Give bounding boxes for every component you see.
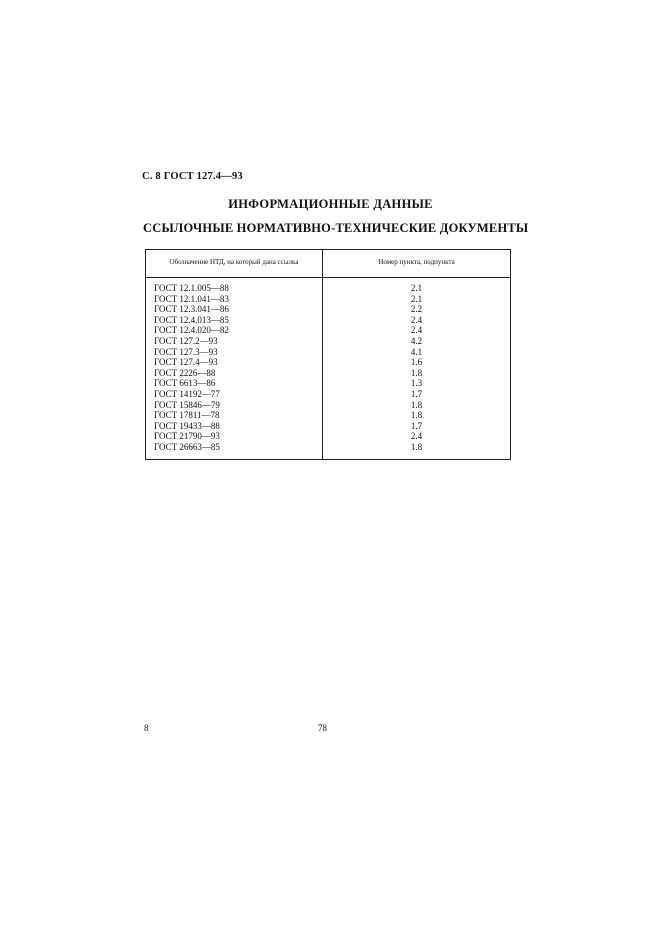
clause-number: 1.6: [410, 357, 423, 368]
table-row: [146, 336, 510, 347]
column-header-document: Обозначение НТД, на который дана ссылка: [169, 258, 299, 266]
column-header-clause: Номер пункта, подпункта: [378, 258, 455, 266]
document-designation: ГОСТ 14192—77: [154, 388, 220, 399]
table-row: [146, 304, 510, 315]
document-designation: ГОСТ 19433—88: [154, 420, 220, 431]
document-designation: ГОСТ 21790—93: [154, 431, 220, 442]
clause-number: 4.2: [410, 335, 423, 346]
clause-number: 1.7: [410, 420, 423, 431]
table-row: [146, 442, 510, 453]
document-designation: ГОСТ 26663—85: [154, 441, 220, 452]
clause-number: 2.4: [410, 325, 423, 336]
clause-number: 1.7: [410, 388, 423, 399]
document-designation: ГОСТ 12.4.020—82: [154, 325, 229, 336]
table-row: [146, 389, 510, 400]
clause-number: 2.4: [410, 431, 423, 442]
table-row: [146, 410, 510, 421]
table-row: [146, 378, 510, 389]
clause-number: 1.8: [410, 410, 423, 421]
table-row: [146, 368, 510, 379]
table-row: [146, 347, 510, 358]
document-designation: ГОСТ 12.1.005—88: [154, 283, 229, 293]
footer-left-number: 8: [144, 723, 149, 733]
document-designation: ГОСТ 6613—86: [154, 378, 216, 389]
table-row: [146, 421, 510, 432]
table-row: [146, 325, 510, 336]
references-table: [145, 249, 511, 460]
table-row: [146, 283, 510, 294]
clause-number: 1.3: [410, 378, 423, 389]
clause-number: 1.8: [410, 441, 423, 452]
document-designation: ГОСТ 127.3—93: [154, 346, 218, 357]
section-subtitle: ССЫЛОЧНЫЕ НОРМАТИВНО-ТЕХНИЧЕСКИЕ ДОКУМЕНТЫ: [143, 221, 529, 235]
clause-number: 2.1: [410, 283, 423, 293]
header-divider: [146, 277, 510, 278]
table-row: [146, 315, 510, 326]
document-designation: ГОСТ 127.2—93: [154, 335, 218, 346]
clause-number: 2.4: [410, 314, 423, 325]
table-row: [146, 431, 510, 442]
clause-number: 1.8: [410, 399, 423, 410]
document-designation: ГОСТ 127.4—93: [154, 357, 218, 368]
document-designation: ГОСТ 12.4.013—85: [154, 314, 229, 325]
document-designation: ГОСТ 12.3.041—86: [154, 304, 229, 315]
table-row: [146, 400, 510, 411]
clause-number: 2.1: [410, 293, 423, 304]
clause-number: 4.1: [410, 346, 423, 357]
document-designation: ГОСТ 12.1.041—83: [154, 293, 229, 304]
page-header: С. 8 ГОСТ 127.4—93: [142, 171, 243, 182]
table-body: [146, 283, 510, 453]
document-designation: ГОСТ 2226—88: [154, 367, 216, 378]
section-title: ИНФОРМАЦИОННЫЕ ДАННЫЕ: [228, 197, 433, 211]
document-designation: ГОСТ 17811—78: [154, 410, 220, 421]
table-row: [146, 357, 510, 368]
clause-number: 1.8: [410, 367, 423, 378]
footer-page-number: 78: [318, 723, 327, 733]
table-row: [146, 294, 510, 305]
clause-number: 2.2: [410, 304, 423, 315]
document-designation: ГОСТ 15846—79: [154, 399, 220, 410]
